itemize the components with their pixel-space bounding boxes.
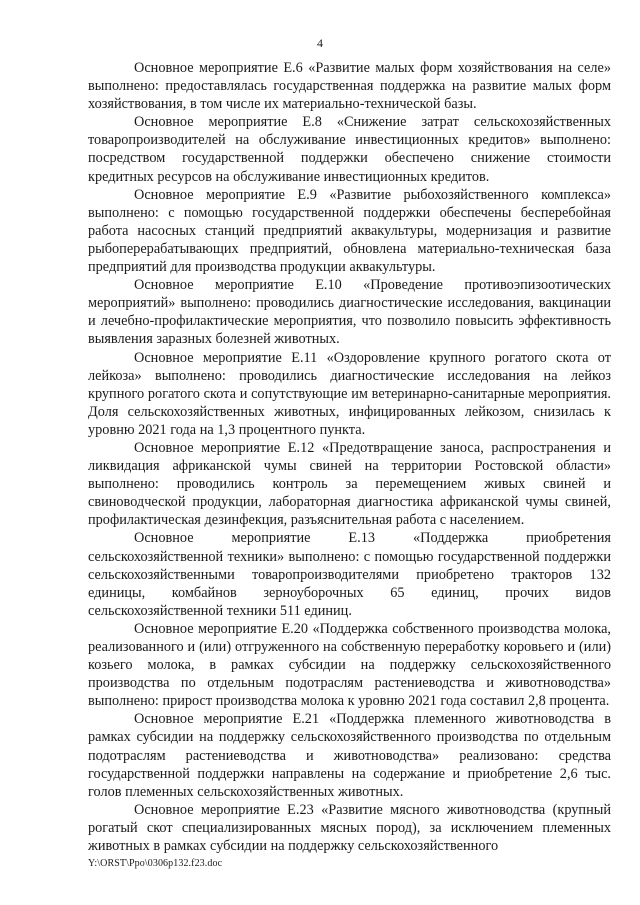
paragraph-e21: Основное мероприятие Е.21 «Поддержка племенного животноводства в рамках субсидии на поддержку сельскохозяйственного производства по отдельным подотраслям растениеводства и животноводства» реализовано: средства государственной поддержки направлены на содержание и приобретение 2,6 тыс. голов племенных сельскохозяйственных животных. [88,711,611,800]
footer-file-path: Y:\ORST\Ppo\0306p132.f23.doc [88,858,223,869]
paragraph-e10: Основное мероприятие Е.10 «Проведение противоэпизоотических мероприятий» выполнено: проводились диагностические исследования, вакцинации и лечебно-профилактические мероприятия, что позволило повысить эффективность выявления заразных болезней животных. [88,277,611,348]
paragraph-e23: Основное мероприятие Е.23 «Развитие мясного животноводства (крупный рогатый скот специализированных мясных пород), за исключением племенных животных в рамках субсидии на поддержку сельскохозяйственного [88,801,611,855]
paragraph-e13: Основное мероприятие Е.13 «Поддержка приобретения сельскохозяйственной техники» выполнено: с помощью государственной поддержки сельскохозяйственными товаропроизводителями приобретено тракторов 132 единицы, комбайнов зерноуборочных 65 единиц, прочих видов сельскохозяйственной техники 511 единиц. [88,530,611,619]
paragraph-e12: Основное мероприятие Е.12 «Предотвращение заноса, распространения и ликвидация африканской чумы свиней на территории Ростовской области» выполнено: проводились контроль за перемещением живых свиней и свиноводческой продукции, лабораторная диагностика африканской чумы свиней, профилактическая дезинфекция, разъяснительная работа с населением. [88,439,611,529]
paragraph-e6: Основное мероприятие Е.6 «Развитие малых форм хозяйствования на селе» выполнено: предоставлялась государственная поддержка на развитие малых форм хозяйствования, в том числе их материально-технической базы. [88,60,611,113]
paragraph-e8: Основное мероприятие Е.8 «Снижение затрат сельскохозяйственных товаропроизводителей на обслуживание инвестиционных кредитов» выполнено: посредством государственной поддержки обеспечено снижение стоимости кредитных ресурсов на обслуживание инвестиционных кредитов. [88,114,611,185]
document-body [88,59,611,855]
page-number: 4 [317,36,323,50]
paragraph-e11: Основное мероприятие Е.11 «Оздоровление крупного рогатого скота от лейкоза» выполнено: проводились диагностические исследования на лейкоз крупного рогатого скота и сопутствующие им ветеринарно-санитарные мероприятия. Доля сельскохозяйственных животных, инфицированных лейкозом, снизилась к уровню 2021 года на 1,3 процентного пункта. [88,349,611,438]
paragraph-e9: Основное мероприятие Е.9 «Развитие рыбохозяйственного комплекса» выполнено: с помощью государственной поддержки обеспечены бесперебойная работа насосных станций предприятий аквакультуры, модернизация и развитие рыбоперерабатывающих предприятий, обновлена материально-техническая база предприятий для производства продукции аквакультуры. [88,186,611,276]
paragraph-e20: Основное мероприятие Е.20 «Поддержка собственного производства молока, реализованного и (или) отгруженного на собственную переработку коровьего и (или) козьего молока, в рамках субсидии на поддержку сельскохозяйственного производства по отдельным подотраслям растениеводства и животноводства» выполнено: прирост производства молока к уровню 2021 года составил 2,8 процента. [88,620,611,710]
